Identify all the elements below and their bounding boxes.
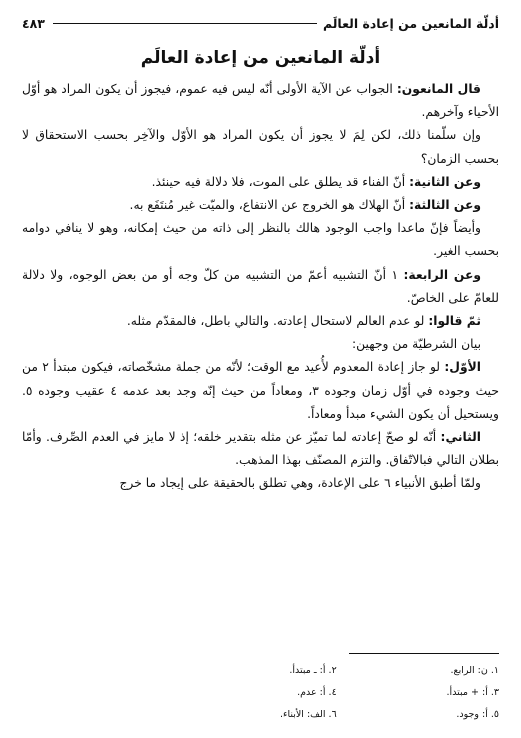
running-head [22, 14, 499, 32]
paragraph [22, 426, 499, 472]
paragraph-text: ١ أنّ التشبيه أعمّ من التشبيه من كلّ وجه أو من بعض الوجوه، ولا دلالة للعامّ على الخاصّ. [22, 267, 499, 305]
footnote-rule [349, 653, 499, 654]
paragraph-text: أنّ الفناء قد يطلق على الموت، فلا دلالة فيه حينئذ. [151, 174, 410, 189]
paragraph [22, 333, 499, 356]
paragraph [22, 171, 499, 194]
paragraph-lead: وعن الرابعة: [403, 267, 481, 282]
main-text [22, 78, 499, 496]
paragraph [22, 264, 499, 310]
paragraph [22, 217, 499, 263]
paragraph-lead: ثمّ قالوا: [428, 314, 481, 329]
paragraph [22, 356, 499, 426]
page-number: ٤٨٣ [22, 15, 45, 31]
footnote: ٣. أ: + مبتدأ. [446, 687, 499, 698]
paragraph-lead: الأوّل: [444, 360, 481, 375]
paragraph-text: لو عدم العالم لاستحال إعادته. والتالي باطل، فالمقدّم مثله. [126, 314, 429, 329]
footnote: ٥. أ: وجود. [456, 709, 499, 720]
footnote-spacer [22, 682, 174, 704]
running-title: أدلّة المانعين من إعادة العالَم [322, 15, 499, 31]
paragraph-text: وأيضاً فإنّ ماعدا واجب الوجود هالك بالنظر إلى ذاته من حيث إمكانه، وهو لا ينافي دوامه بحسب الغير. [22, 221, 499, 259]
paragraph [22, 124, 499, 170]
paragraph-lead: قال المانعون: [396, 82, 481, 96]
footnotes [22, 660, 499, 726]
paragraph [22, 194, 499, 217]
paragraph-text: أنّه لو صحّ إعادته لما تميّز عن مثله بتقدير خلقه؛ إذ لا مايز في العدم الصِّرف. وأمّا بطلان التالي فبالاتّفاق. والتزم المصنّف بهذا المذهب. [22, 430, 499, 468]
paragraph-text: ولمّا أطبق الأنبياء ٦ على الإعادة، وهي تطلق بالحقيقة على إيجاد ما خرج [119, 476, 481, 491]
header-rule [53, 23, 317, 24]
footnote: ١. ن: الرابع. [450, 665, 499, 676]
footnote-spacer [22, 660, 174, 682]
paragraph-text: وإن سلّمنا ذلك، لكن لِمَ لا يجوز أن يكون المراد هو الأوّل والآخِر بحسب الاستحقاق لا بحسب الزمان؟ [22, 128, 499, 166]
footnote: ٦. الف: الأبناء. [279, 709, 337, 720]
paragraph-lead: وعن الثالثة: [409, 198, 481, 213]
paragraph-lead: وعن الثانية: [409, 174, 481, 189]
paragraph [22, 78, 499, 124]
paragraph-text: لو جاز إعادة المعدوم لأُعيد مع الوقت؛ لأنّه من جملة مشخّصاته، فيكون مبتدأ ٢ من حيث وجوده في أوّل زمان وجوده ٣، ومعاداً من حيث إنّه وجد بعد عدمه ٤ عقيب وجوده ٥. ويستحيل أن يكون الشيء مبدأ ومعاداً. [22, 360, 499, 421]
section-title: أدلّة المانعين من إعادة العالَم [140, 48, 381, 68]
footnote: ٢. أ: ـ مبتدأ. [289, 665, 337, 676]
paragraph-lead: الثاني: [440, 430, 481, 445]
paragraph [22, 472, 499, 495]
paragraph-text: أنّ الهلاك هو الخروج عن الانتفاع، والميّت غير مُنتَفَع به. [129, 198, 410, 213]
paragraph [22, 310, 499, 333]
paragraph-text: بيان الشرطيّة من وجهين: [351, 337, 481, 352]
footnote-spacer [22, 704, 174, 726]
footnote: ٤. أ: عدم. [297, 687, 337, 698]
paragraph-text: الجواب عن الآية الأولى أنّه ليس فيه عموم، فيجوز أن يكون المراد هو أوّل الأحياء وآخرهم. [22, 82, 499, 120]
